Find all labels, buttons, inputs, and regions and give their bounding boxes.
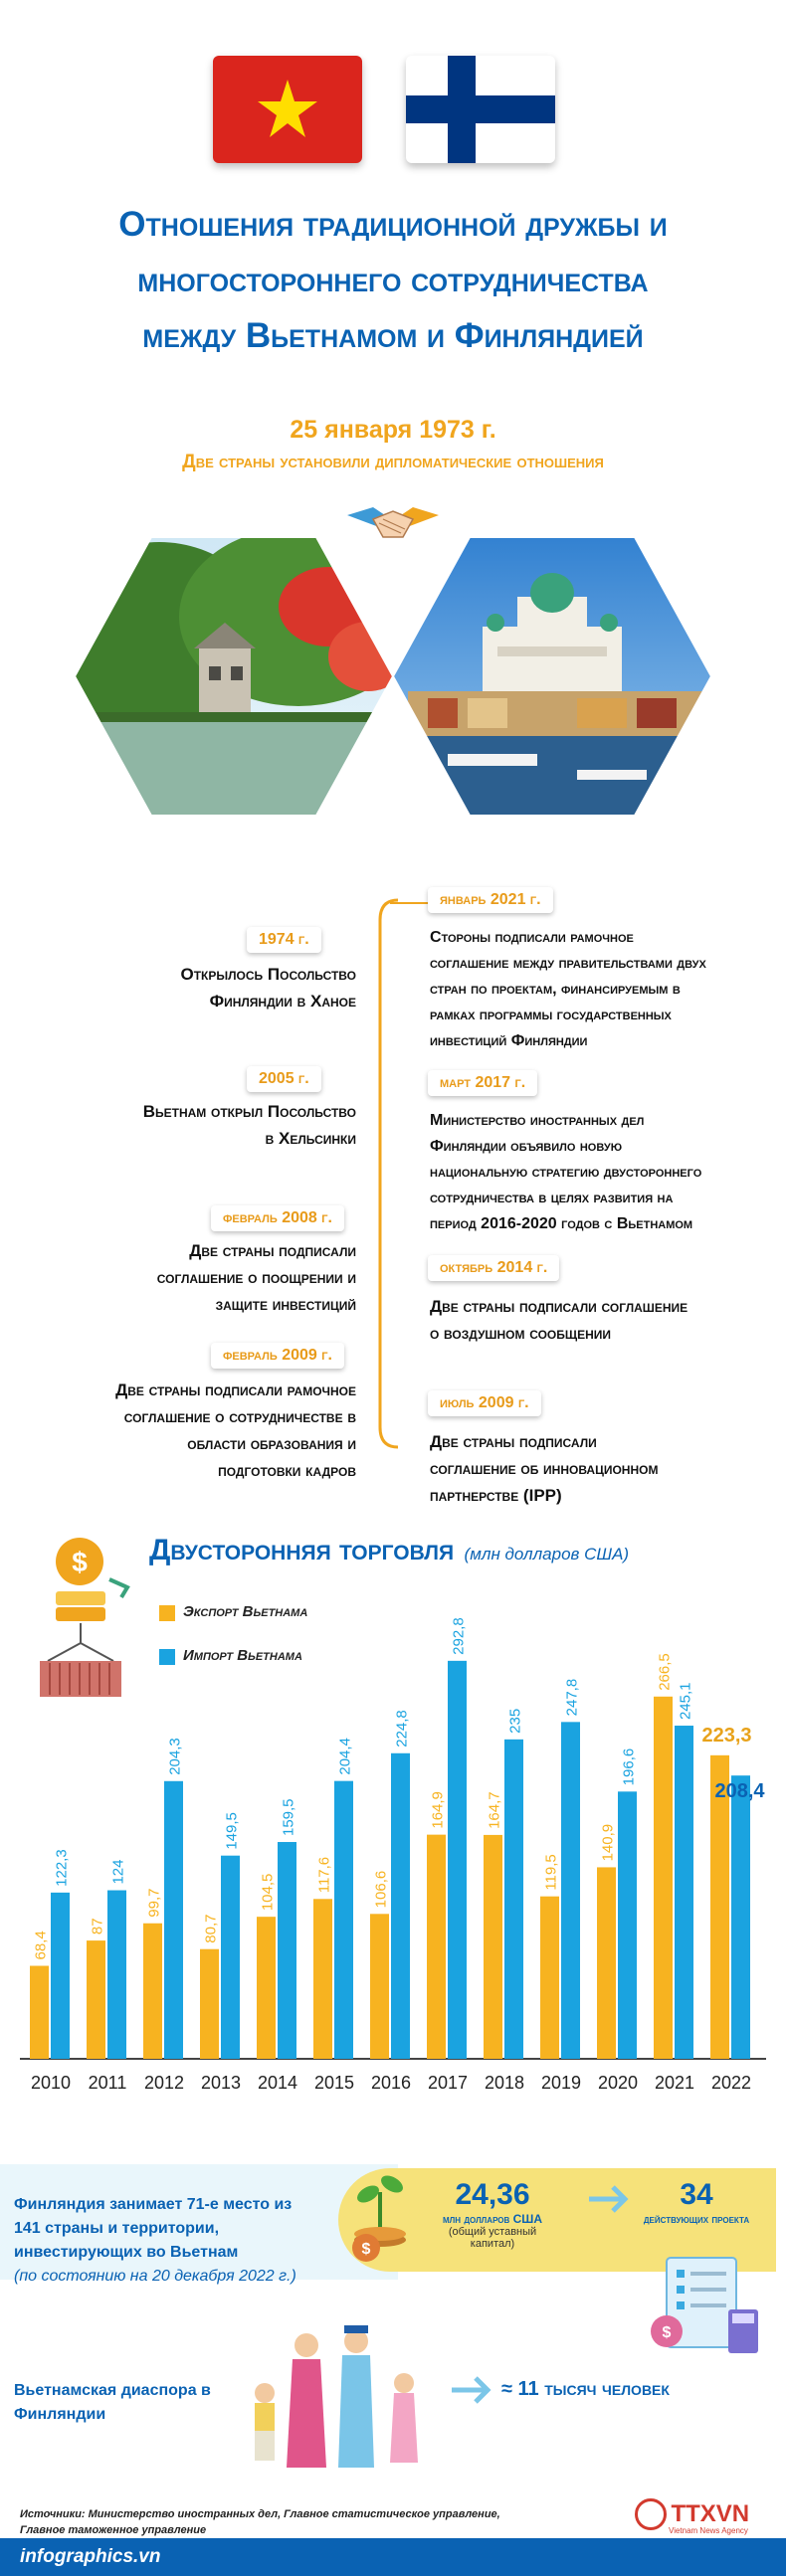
tl-line: Две страны подписали соглашение: [430, 1297, 688, 1316]
import-bar-2022: [731, 1775, 750, 2059]
import-value-label-2019: 247,8: [563, 1678, 581, 1717]
export-bar-2015: [313, 1899, 332, 2059]
import-bar-2013: [221, 1856, 240, 2059]
timeline-left-label-3: февраль 2008 г.: [211, 1205, 344, 1231]
tl-line: в Хельсинки: [265, 1129, 356, 1148]
title-line-1: Отношения традиционной дружбы и: [118, 205, 668, 244]
capital-note: (общий уставный капитал): [448, 2226, 537, 2250]
projects-block: [627, 2178, 766, 2226]
arrow-right-icon: [587, 2184, 631, 2219]
tl-line: Финляндии объявило новую: [430, 1138, 623, 1155]
svg-text:$: $: [361, 2241, 371, 2258]
establishment-subtitle: Две страны установили дипломатические отношения: [182, 452, 604, 472]
export-value-label-2019: 119,5: [542, 1854, 560, 1891]
export-bar-2016: [370, 1914, 389, 2059]
export-bar-2018: [484, 1835, 502, 2059]
timeline-left-label-4: февраль 2009 г.: [211, 1343, 344, 1369]
investment-rank: [14, 2193, 296, 2289]
diaspora-value: ≈ 11 тысяч человек: [501, 2378, 670, 2400]
legend-import-label: Импорт Вьетнама: [183, 1647, 302, 1664]
import-bar-2017: [448, 1661, 467, 2059]
source-line-2: Главное таможенное управление: [20, 2524, 207, 2536]
tl-line: соглашение об инновационном: [430, 1459, 659, 1478]
export-value-label-2014: 104,5: [259, 1873, 277, 1912]
import-bar-2016: [391, 1753, 410, 2059]
trade-title: Двусторонняя торговля: [149, 1534, 455, 1566]
tl-line: о воздушном сообщении: [430, 1324, 612, 1343]
footer-site-link[interactable]: infographics.vn: [20, 2546, 161, 2567]
timeline-right-text-3: [430, 1293, 688, 1347]
import-value-label-2010: 122,3: [53, 1849, 71, 1887]
agency-logo-icon: [635, 2498, 667, 2530]
agency-subtitle: Vietnam News Agency: [669, 2526, 748, 2535]
legend-export-label: Экспорт Вьетнама: [183, 1603, 308, 1620]
svg-text:$: $: [662, 2324, 672, 2341]
x-tick-label-2010: 2010: [30, 2073, 72, 2093]
export-bar-2017: [427, 1835, 446, 2059]
timeline-left-text-4: [115, 1377, 356, 1484]
x-tick-label-2014: 2014: [257, 2073, 298, 2093]
money-plant-icon: [340, 2162, 420, 2262]
import-value-label-2015: 204,4: [336, 1738, 354, 1775]
tl-line: защите инвестиций: [215, 1295, 356, 1314]
timeline-right-label-2: март 2017 г.: [428, 1070, 537, 1096]
x-tick-label-2022: 2022: [710, 2073, 752, 2093]
import-value-label-2020: 196,6: [620, 1748, 638, 1786]
tl-line: Две страны подписали: [189, 1241, 356, 1260]
import-value-label-2022: 208,4: [714, 1780, 765, 1803]
import-bar-2011: [107, 1891, 126, 2059]
import-value-label-2021: 245,1: [677, 1682, 694, 1721]
import-value-label-2014: 159,5: [280, 1798, 297, 1837]
tl-line: национальную стратегию двустороннего: [430, 1164, 702, 1181]
x-tick-label-2011: 2011: [88, 2073, 127, 2093]
tl-line: период 2016-2020 годов с Вьетнамом: [430, 1215, 693, 1232]
x-tick-label-2018: 2018: [484, 2073, 525, 2093]
trade-unit: (млн долларов США): [464, 1545, 630, 1564]
title-line-2: многостороннего сотрудничества: [137, 261, 649, 299]
import-bar-2012: [164, 1781, 183, 2059]
tl-line: партнерстве (IPP): [430, 1486, 562, 1505]
export-value-label-2010: 68,4: [32, 1931, 50, 1960]
family-illustration: [235, 2323, 444, 2473]
arrow-right-icon: [450, 2375, 493, 2410]
export-bar-2014: [257, 1917, 276, 2059]
tl-line: Стороны подписали рамочное: [430, 929, 634, 946]
timeline-left-label-2: 2005 г.: [247, 1066, 321, 1092]
import-value-label-2016: 224,8: [393, 1710, 411, 1748]
x-tick-label-2017: 2017: [427, 2073, 469, 2093]
export-value-label-2012: 99,7: [145, 1888, 163, 1918]
x-tick-label-2021: 2021: [654, 2073, 695, 2093]
rank-note: (по состоянию на 20 декабря 2022 г.): [14, 2268, 296, 2285]
export-value-label-2013: 80,7: [202, 1914, 220, 1943]
timeline-right-text-2: [430, 1108, 701, 1237]
capital-unit: млн долларов США: [442, 2212, 543, 2226]
import-bar-2019: [561, 1722, 580, 2059]
tl-line: рамках программы государственных: [430, 1007, 672, 1023]
export-value-label-2020: 140,9: [599, 1823, 617, 1862]
diaspora-line-1: Вьетнамская диаспора в: [14, 2382, 211, 2399]
export-value-label-2018: 164,7: [486, 1791, 503, 1829]
export-bar-2011: [87, 1940, 105, 2059]
import-value-label-2013: 149,5: [223, 1812, 241, 1850]
tl-line: Министерство иностранных дел: [430, 1112, 645, 1129]
x-tick-label-2019: 2019: [540, 2073, 582, 2093]
tl-line: Открылось Посольство: [180, 965, 356, 984]
x-tick-label-2013: 2013: [200, 2073, 242, 2093]
export-value-label-2015: 117,6: [315, 1856, 333, 1894]
import-bar-2014: [278, 1842, 296, 2059]
timeline-right-label-1: январь 2021 г.: [428, 887, 553, 913]
export-value-label-2016: 106,6: [372, 1870, 390, 1909]
import-bar-2015: [334, 1781, 353, 2059]
trade-bar-chart: [0, 1591, 786, 2118]
trade-title-row: [149, 1534, 786, 1567]
export-value-label-2021: 266,5: [656, 1653, 674, 1691]
import-bar-2020: [618, 1791, 637, 2059]
export-bar-2010: [30, 1966, 49, 2059]
tl-line: инвестиций Финляндии: [430, 1032, 588, 1049]
timeline-left-label-1: 1974 г.: [247, 927, 321, 953]
capital-block: [428, 2178, 557, 2250]
projects-value: 34: [680, 2178, 713, 2211]
tl-line: Вьетнам открыл Посольство: [142, 1102, 356, 1121]
import-bar-2021: [675, 1726, 693, 2059]
capital-value: 24,36: [455, 2178, 530, 2211]
diaspora-label: [14, 2379, 211, 2427]
import-bar-2018: [504, 1740, 523, 2059]
tl-line: сотрудничества в целях развития на: [430, 1190, 674, 1206]
timeline-right-text-4: [430, 1428, 658, 1509]
agency-logo: [635, 2498, 774, 2535]
rank-line-2: 141 страны и территории,: [14, 2220, 220, 2237]
title-line-3: между Вьетнамом и Финляндией: [142, 316, 644, 355]
import-value-label-2018: 235: [506, 1708, 524, 1734]
timeline-right-label-4: июль 2009 г.: [428, 1390, 541, 1416]
import-value-label-2017: 292,8: [450, 1617, 468, 1655]
timeline-right-text-1: [430, 925, 706, 1054]
tl-line: стран по проектам, финансируемым в: [430, 981, 681, 998]
export-bar-2021: [654, 1697, 673, 2059]
timeline-left-text-2: [143, 1098, 356, 1152]
x-tick-label-2020: 2020: [597, 2073, 639, 2093]
rank-line-3: инвестирующих во Вьетнам: [14, 2244, 239, 2261]
x-tick-label-2016: 2016: [370, 2073, 412, 2093]
tl-line: Финляндии в Ханое: [209, 992, 356, 1011]
timeline-right-label-3: октябрь 2014 г.: [428, 1255, 559, 1281]
tl-line: Две страны подписали: [430, 1432, 597, 1451]
establishment-date: 25 января 1973 г.: [290, 416, 496, 444]
source-note: [20, 2506, 500, 2538]
import-value-label-2011: 124: [109, 1859, 127, 1885]
rank-line-1: Финляндия занимает 71-е место из: [14, 2196, 293, 2213]
import-value-label-2012: 204,3: [166, 1738, 184, 1775]
export-bar-2012: [143, 1924, 162, 2059]
timeline-left-text-3: [157, 1237, 356, 1318]
timeline-left-text-1: [181, 961, 357, 1014]
export-bar-2019: [540, 1897, 559, 2059]
export-value-label-2017: 164,9: [429, 1791, 447, 1829]
export-bar-2013: [200, 1949, 219, 2059]
tl-line: области образования и: [187, 1434, 356, 1453]
tl-line: Две страны подписали рамочное: [115, 1380, 356, 1399]
agency-name: TTXVN: [671, 2500, 750, 2527]
tl-line: соглашение о сотрудничестве в: [123, 1407, 356, 1426]
diaspora-line-2: Финляндии: [14, 2406, 106, 2423]
tl-line: соглашение между правительствами двух: [430, 955, 706, 972]
export-value-label-2011: 87: [89, 1918, 106, 1935]
x-tick-label-2015: 2015: [313, 2073, 355, 2093]
document-calculator-icon: [637, 2250, 766, 2359]
tl-line: подготовки кадров: [218, 1461, 356, 1480]
svg-text:$: $: [72, 1547, 88, 1577]
tl-line: соглашение о поощрении и: [156, 1268, 356, 1287]
projects-label: действующих проекта: [643, 2212, 750, 2226]
export-bar-2020: [597, 1867, 616, 2059]
source-line-1: Источники: Министерство иностранных дел, Главное статистическое управление,: [20, 2508, 500, 2520]
import-bar-2010: [51, 1893, 70, 2059]
export-value-label-2022: 223,3: [701, 1724, 752, 1747]
x-tick-label-2012: 2012: [143, 2073, 185, 2093]
